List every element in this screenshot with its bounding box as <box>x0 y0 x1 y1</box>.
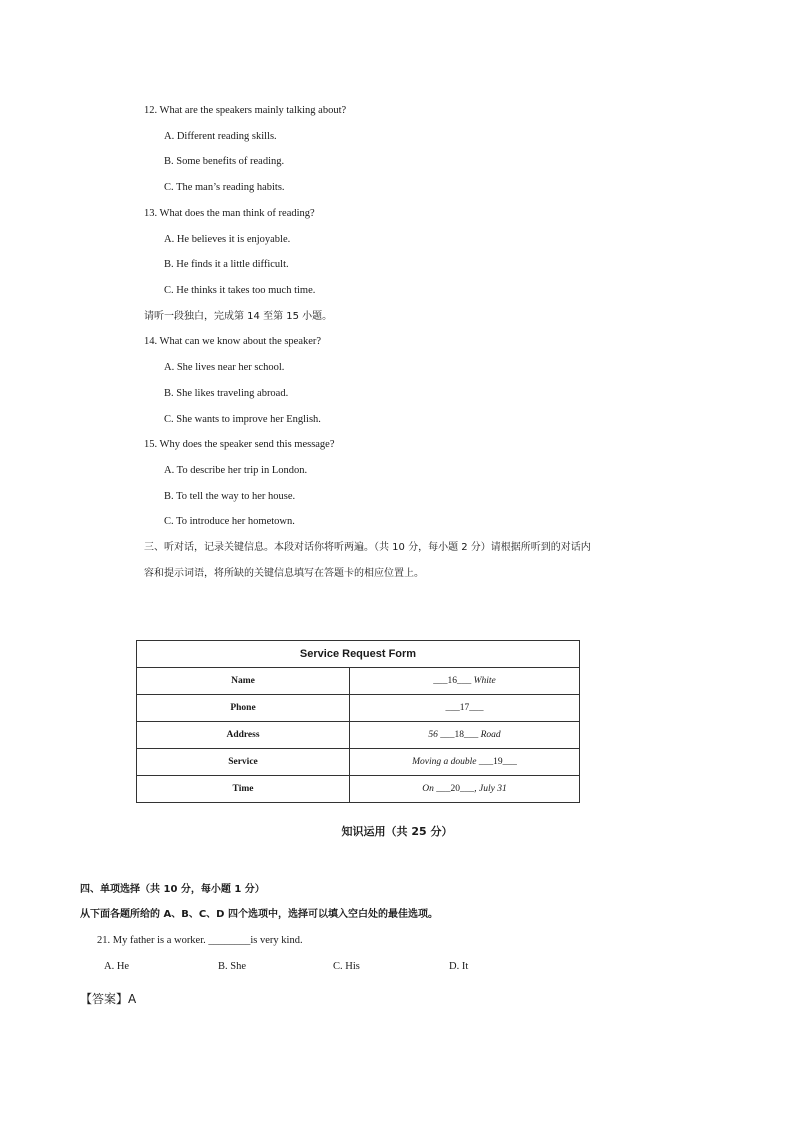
question-12-option-c: C. The man’s reading habits. <box>164 182 285 193</box>
question-14-option-b: B. She likes traveling abroad. <box>164 388 289 399</box>
question-13: 13. What does the man think of reading? <box>144 208 315 219</box>
blank-17: ___17___ <box>445 703 484 713</box>
form-value-phone <box>350 695 580 722</box>
question-21-choice-a: A. He <box>104 961 130 972</box>
form-row-name <box>137 668 580 695</box>
question-12: 12. What are the speakers mainly talking about? <box>144 105 347 116</box>
question-14-option-c: C. She wants to improve her English. <box>164 414 321 425</box>
section3-instruction-line1: 三、听对话，记录关键信息。本段对话你将听两遍。（共 10 分，每小题 2 分）请根据所听到的对话内 <box>144 542 591 553</box>
question-13-option-b: B. He finds it a little difficult. <box>164 259 289 270</box>
blank-16: ___16___ <box>433 676 472 686</box>
question-21-choice-d: D. It <box>449 961 469 972</box>
service-request-form <box>136 640 580 803</box>
form-row-phone <box>137 695 580 722</box>
instruction-14-15: 请听一段独白，完成第 14 至第 15 小题。 <box>144 311 333 322</box>
question-14: 14. What can we know about the speaker? <box>144 336 322 347</box>
form-label-time: Time <box>137 776 350 803</box>
blank-18: ___18___ <box>440 730 479 740</box>
form-row-time <box>137 776 580 803</box>
question-15: 15. Why does the speaker send this message? <box>144 439 335 450</box>
form-label-phone: Phone <box>137 695 350 722</box>
answer-value: A <box>128 992 137 1006</box>
form-row-address <box>137 722 580 749</box>
form-title: Service Request Form <box>137 641 580 668</box>
question-13-option-a: A. He believes it is enjoyable. <box>164 234 291 245</box>
question-21-choice-c: C. His <box>333 961 360 972</box>
question-15-option-a: A. To describe her trip in London. <box>164 465 308 476</box>
section4-title: 四、单项选择（共 10 分，每小题 1 分） <box>80 884 265 895</box>
form-label-service: Service <box>137 749 350 776</box>
blank-19: ___19___ <box>478 757 517 767</box>
question-21-choice-b: B. She <box>218 961 247 972</box>
question-13-option-c: C. He thinks it takes too much time. <box>164 285 316 296</box>
question-15-option-c: C. To introduce her hometown. <box>164 516 295 527</box>
question-21: 21. My father is a worker. ________is very kind. <box>97 935 303 946</box>
form-value-name: ___16___ White <box>350 668 580 695</box>
blank-20: ___20___ <box>436 784 475 794</box>
knowledge-section-title: 知识运用（共 25 分） <box>341 825 453 838</box>
answer-line <box>80 990 136 1007</box>
form-value-time: On ___20___, July 31 <box>350 776 580 803</box>
form-value-service: Moving a double ___19___ <box>350 749 580 776</box>
section3-instruction-line2: 容和提示词语，将所缺的关键信息填写在答题卡的相应位置上。 <box>144 568 424 579</box>
section4-instruction: 从下面各题所给的 A、B、C、D 四个选项中，选择可以填入空白处的最佳选项。 <box>80 909 438 920</box>
question-14-option-a: A. She lives near her school. <box>164 362 285 373</box>
form-value-address: 56 ___18___ Road <box>350 722 580 749</box>
answer-label: 【答案】 <box>80 992 129 1006</box>
form-label-address: Address <box>137 722 350 749</box>
question-12-option-a: A. Different reading skills. <box>164 131 277 142</box>
form-row-service <box>137 749 580 776</box>
question-15-option-b: B. To tell the way to her house. <box>164 491 296 502</box>
question-12-option-b: B. Some benefits of reading. <box>164 156 285 167</box>
form-label-name: Name <box>137 668 350 695</box>
